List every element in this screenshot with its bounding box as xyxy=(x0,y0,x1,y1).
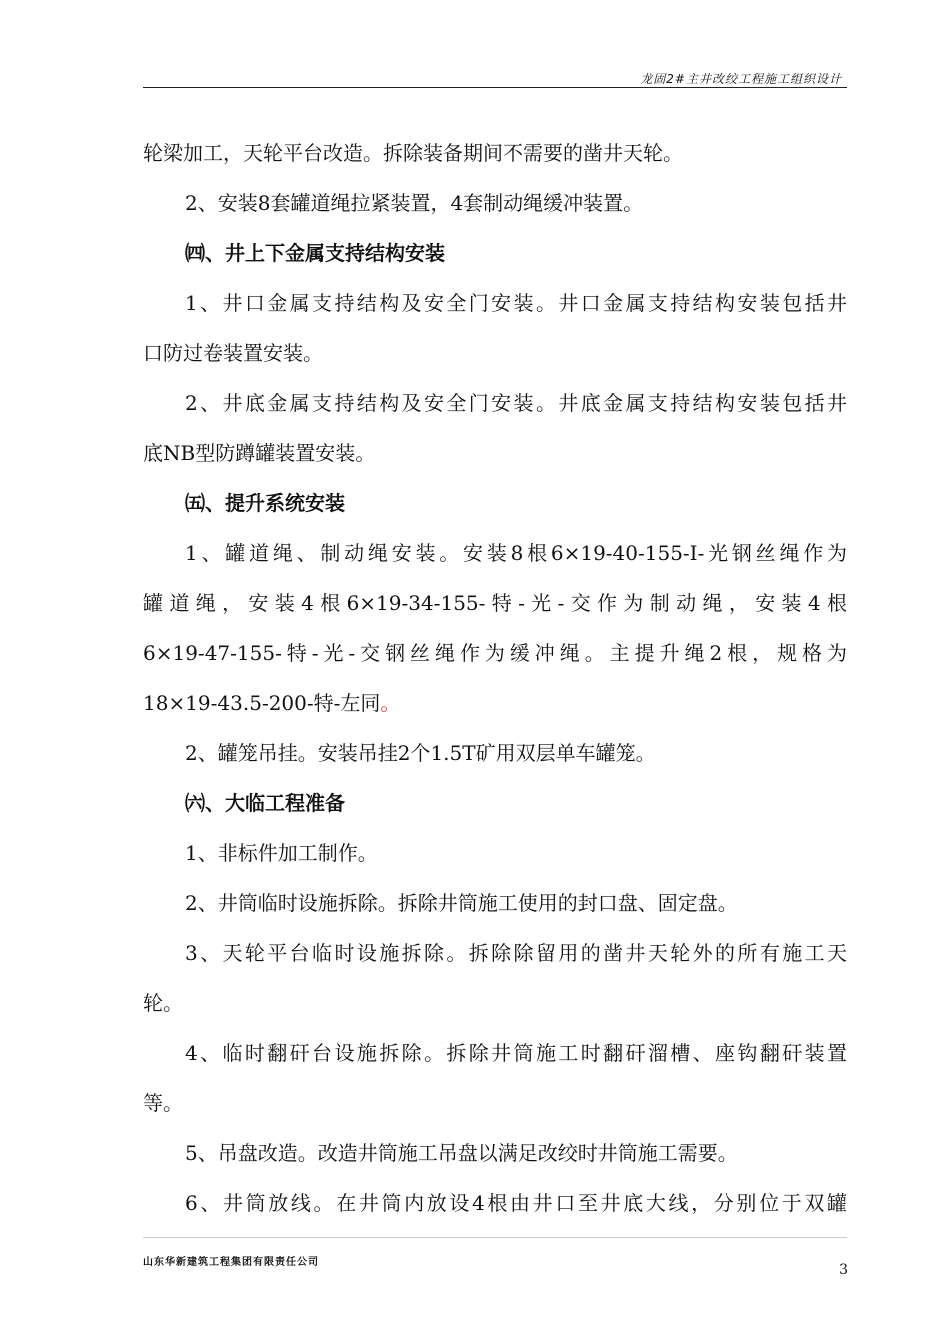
body-line: 2、井筒临时设施拆除。拆除井筒施工使用的封口盘、固定盘。 xyxy=(185,891,738,915)
section-heading: ㈥、大临工程准备 xyxy=(185,791,345,815)
footer-divider xyxy=(143,1237,847,1238)
body-line: 底NB型防蹲罐装置安装。 xyxy=(143,441,376,465)
header-title: 龙固2#主井改绞工程施工组织设计 xyxy=(640,72,842,86)
body-line xyxy=(143,678,847,728)
body-line: 2、罐笼吊挂。安装吊挂2个1.5T矿用双层单车罐笼。 xyxy=(185,741,656,765)
page-number: 3 xyxy=(839,1262,848,1278)
body-line: 5、吊盘改造。改造井筒施工吊盘以满足改绞时井筒施工需要。 xyxy=(185,1141,738,1165)
body-line: 2、安装8套罐道绳拉紧装置，4套制动绳缓冲装置。 xyxy=(185,191,644,215)
body-line: 口防过卷装置安装。 xyxy=(143,341,323,365)
body-line: 1、井口金属支持结构及安全门安装。井口金属支持结构安装包括井 xyxy=(185,291,847,315)
section-heading: ㈤、提升系统安装 xyxy=(185,491,345,515)
body-line: 6、井筒放线。在井筒内放设4根由井口至井底大线，分别位于双罐 xyxy=(185,1191,847,1215)
section-heading: ㈣、井上下金属支持结构安装 xyxy=(185,241,445,265)
body-line: 3、天轮平台临时设施拆除。拆除除留用的凿井天轮外的所有施工天 xyxy=(185,941,847,965)
footer-company: 山东华新建筑工程集团有限责任公司 xyxy=(143,1257,319,1268)
body-line: 轮梁加工，天轮平台改造。拆除装备期间不需要的凿井天轮。 xyxy=(143,141,683,165)
body-line: 2、井底金属支持结构及安全门安装。井底金属支持结构安装包括井 xyxy=(185,391,847,415)
body-line: 轮。 xyxy=(143,991,183,1015)
body-line: 等。 xyxy=(143,1091,183,1115)
body-line: 6×19-47-155-特-光-交钢丝绳作为缓冲绳。主提升绳2根，规格为 xyxy=(143,641,847,665)
body-line: 罐道绳，安装4根6×19-34-155-特-光-交作为制动绳，安装4根 xyxy=(143,591,847,615)
body-line: 4、临时翻矸台设施拆除。拆除井筒施工时翻矸溜槽、座钩翻矸装置 xyxy=(185,1041,847,1065)
document-body xyxy=(143,128,847,1228)
red-period: 。 xyxy=(380,691,401,715)
body-line: 1、非标件加工制作。 xyxy=(185,841,378,865)
body-line: 1、罐道绳、制动绳安装。安装8根6×19-40-155-I-光钢丝绳作为 xyxy=(185,541,847,565)
header-divider xyxy=(143,87,847,88)
body-line-text: 18×19-43.5-200-特-左同 xyxy=(143,691,381,715)
